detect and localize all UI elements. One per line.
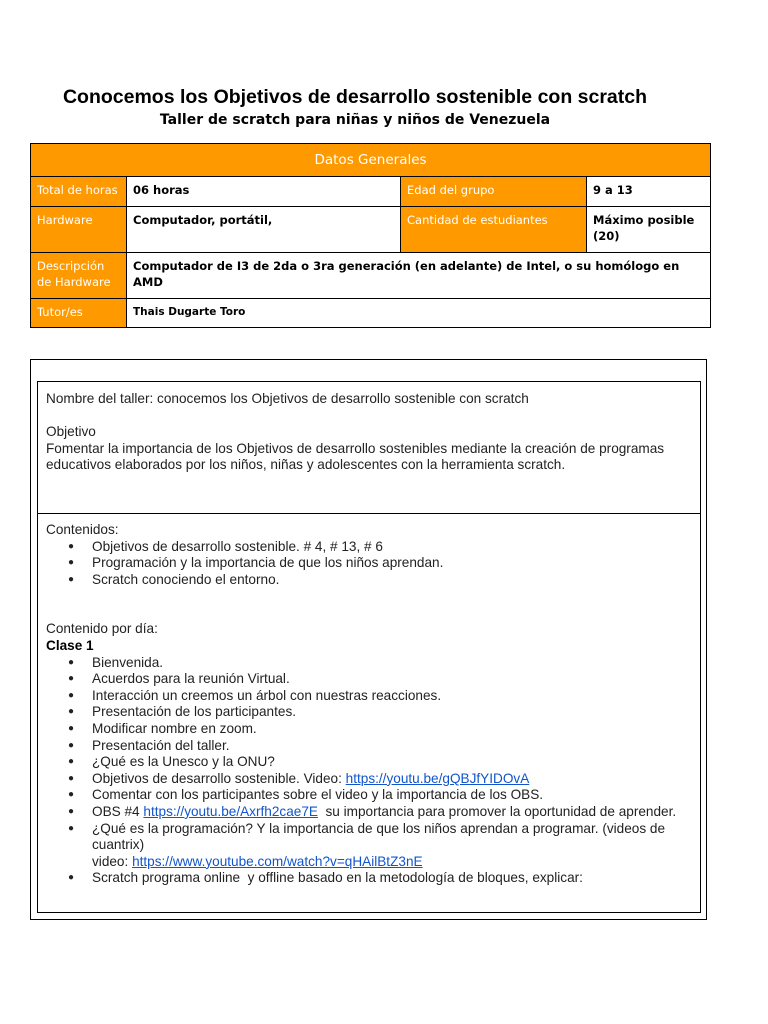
objetivo-label: Objetivo [46, 424, 96, 439]
contenidos-list [46, 539, 696, 589]
datos-generales-heading: Datos Generales [31, 144, 711, 177]
edad-label: Edad del grupo [401, 177, 587, 207]
list-item: ● Objetivos de desarrollo sostenible. # 4, # 13, # 6 [92, 539, 696, 556]
total-horas-label: Total de horas [31, 177, 127, 207]
list-item: ● Interacción un creemos un árbol con nuestras reacciones. [92, 688, 696, 705]
hardware-label: Hardware [31, 207, 127, 253]
obs4-video-link[interactable]: https://youtu.be/Axrfh2cae7E [143, 803, 318, 819]
list-item: ● Bienvenida. [92, 655, 696, 672]
list-item: ● Scratch programa online y offline basado en la metodología de bloques, explicar: [92, 870, 696, 887]
list-item: ● Acuerdos para la reunión Virtual. [92, 671, 696, 688]
list-item: ● Modificar nombre en zoom. [92, 721, 696, 738]
ods-video-link[interactable]: https://youtu.be/gQBJfYIDOvA [345, 770, 530, 786]
list-item [92, 771, 696, 788]
descripcion-value: Computador de I3 de 2da o 3ra generación (en adelante) de Intel, o su homólogo en AMD [127, 253, 711, 299]
contenidos-box [37, 513, 701, 913]
obs-item-prefix: OBS #4 [92, 803, 144, 819]
video-item-text: Objetivos de desarrollo sostenible. Video: [92, 770, 346, 786]
contenido-por-dia-label: Contenido por día: [46, 621, 158, 637]
datos-generales-table [30, 143, 711, 328]
document-title: Conocemos los Objetivos de desarrollo sostenible con scratch [62, 86, 648, 108]
objetivo-section [46, 424, 696, 474]
list-item [92, 804, 696, 821]
contenidos-label: Contenidos: [46, 522, 119, 537]
prog-item-video-label: video: [92, 853, 133, 869]
list-item: ● Programación y la importancia de que los niños aprendan. [92, 555, 696, 572]
clase-1-list [46, 655, 696, 887]
list-item: ● Scratch conociendo el entorno. [92, 572, 696, 589]
edad-value: 9 a 13 [587, 177, 711, 207]
clase-heading: Clase 1 [46, 637, 94, 653]
total-horas-value: 06 horas [127, 177, 401, 207]
list-item: ● Presentación del taller. [92, 738, 696, 755]
tutor-label: Tutor/es [31, 299, 127, 328]
list-item: ● ¿Qué es la Unesco y la ONU? [92, 754, 696, 771]
programacion-video-link[interactable]: https://www.youtube.com/watch?v=qHAilBtZ3nE [132, 853, 423, 869]
hardware-value: Computador, portátil, [127, 207, 401, 253]
taller-nombre: Nombre del taller: conocemos los Objetivos de desarrollo sostenible con scratch [46, 391, 529, 406]
taller-info-box [37, 381, 701, 513]
descripcion-label: Descripción de Hardware [31, 253, 127, 299]
prog-item-text: ¿Qué es la programación? Y la importancia de que los niños aprendan a programar. (videos de cuantrix) [92, 820, 666, 853]
cantidad-value: Máximo posible (20) [587, 207, 711, 253]
list-item [92, 821, 696, 871]
list-item: ● Presentación de los participantes. [92, 704, 696, 721]
cantidad-label: Cantidad de estudiantes [401, 207, 587, 253]
objetivo-text: Fomentar la importancia de los Objetivos de desarrollo sostenibles mediante la creación de programas educativos elaborados por los niños, niñas y adolescentes con la herramienta scratch. [46, 440, 665, 473]
tutor-value: Thais Dugarte Toro [127, 299, 711, 328]
list-item: ● Comentar con los participantes sobre el video y la importancia de los OBS. [92, 787, 696, 804]
document-subtitle: Taller de scratch para niñas y niños de Venezuela [159, 112, 551, 128]
obs-item-suffix: su importancia para promover la oportunidad de aprender. [317, 803, 677, 819]
